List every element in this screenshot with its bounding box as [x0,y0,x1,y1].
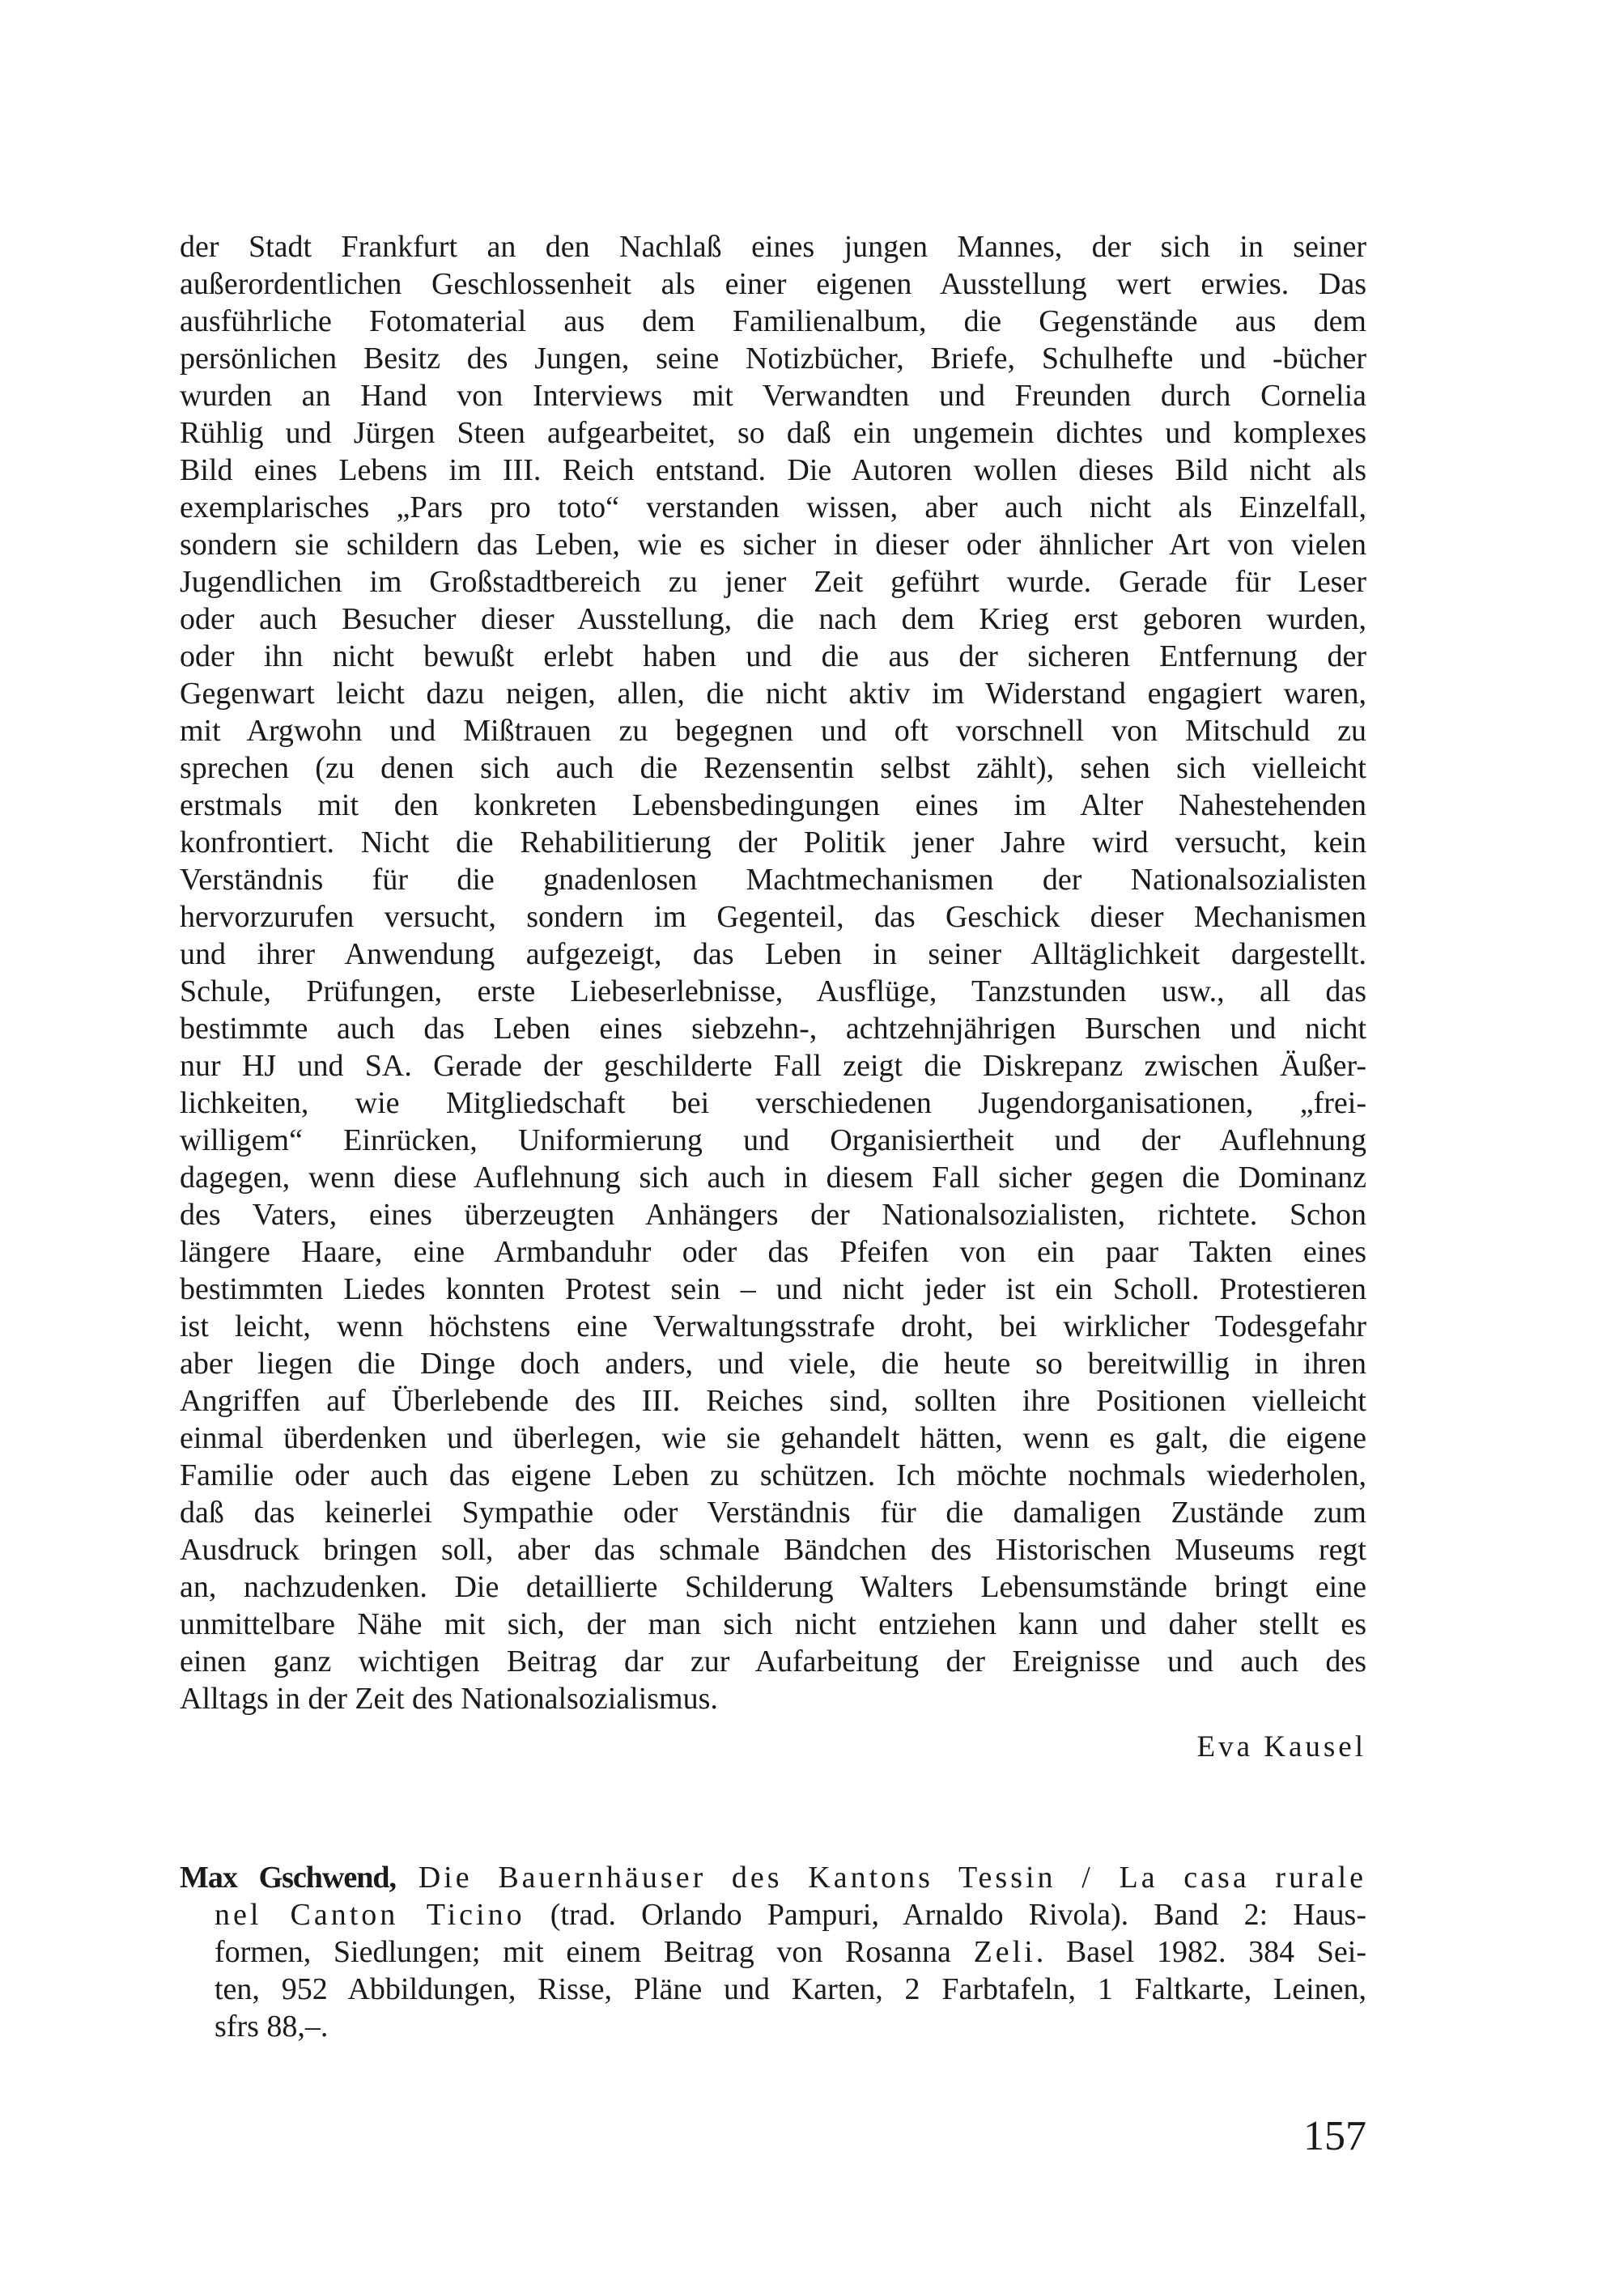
bibliography-line [180,1896,1366,1933]
text-line: bestimmte auch das Leben eines siebzehn-, achtzehnjährigen Burschen und nicht [180,1012,1366,1046]
text-line: außerordentlichen Geschlossenheit als einer eigenen Ausstellung wert erwies. Das [180,267,1366,301]
bibliography-text: . Basel 1982. 384 Sei- [1035,1935,1366,1969]
text-line: des Vaters, eines überzeugten Anhängers der Nationalsozialisten, richtete. Schon [180,1198,1366,1232]
text-line: oder ihn nicht bewußt erlebt haben und die aus der sicheren Entfernung der [180,639,1366,673]
text-line: Rühlig und Jürgen Steen aufgearbeitet, so daß ein ungemein dichtes und komplexes [180,416,1366,450]
text-line: an, nachzudenken. Die detaillierte Schilderung Walters Lebensumstände bringt eine [180,1570,1366,1604]
text-line: ausführliche Fotomaterial aus dem Familienalbum, die Gegenstände aus dem [180,304,1366,338]
text-line: Schule, Prüfungen, erste Liebeserlebnisse, Ausflüge, Tanzstunden usw., all das [180,974,1366,1008]
text-line: exemplarisches „Pars pro toto“ verstanden wissen, aber auch nicht als Einzelfall, [180,490,1366,524]
text-line: konfrontiert. Nicht die Rehabilitierung der Politik jener Jahre wird versucht, kein [180,825,1366,859]
text-line: willigem“ Einrücken, Uniformierung und Organisiertheit und der Auflehnung [180,1123,1366,1157]
text-line: dagegen, wenn diese Auflehnung sich auch in diesem Fall sicher gegen die Dominanz [180,1161,1366,1195]
text-line: der Stadt Frankfurt an den Nachlaß eines jungen Mannes, der sich in seiner [180,230,1366,264]
text-line: längere Haare, eine Armbanduhr oder das Pfeifen von ein paar Takten eines [180,1235,1366,1269]
text-line: lichkeiten, wie Mitgliedschaft bei verschiedenen Jugendorganisationen, „frei- [180,1086,1366,1120]
book-title-continued: nel Canton Ticino [215,1898,525,1932]
text-line: Gegenwart leicht dazu neigen, allen, die nicht aktiv im Widerstand engagiert waren, [180,677,1366,711]
bibliography-line: sfrs 88,–. [215,2010,329,2043]
text-line: bestimmten Liedes konnten Protest sein – und nicht jeder ist ein Scholl. Protestieren [180,1272,1366,1306]
text-line: oder auch Besucher dieser Ausstellung, die nach dem Krieg erst geboren wurden, [180,602,1366,636]
text-line: Familie oder auch das eigene Leben zu schützen. Ich möchte nochmals wiederholen, [180,1458,1366,1492]
text-line: Ausdruck bringen soll, aber das schmale Bändchen des Historischen Museums regt [180,1533,1366,1567]
text-line: mit Argwohn und Mißtrauen zu begegnen und oft vorschnell von Mitschuld zu [180,714,1366,748]
bibliography-line: ten, 952 Abbildungen, Risse, Pläne und Karten, 2 Farbtafeln, 1 Faltkarte, Leinen, [215,1972,1366,2006]
text-line: persönlichen Besitz des Jungen, seine Notizbücher, Briefe, Schulhefte und -bücher [180,342,1366,376]
text-line: erstmals mit den konkreten Lebensbedingungen eines im Alter Nahestehenden [180,788,1366,822]
text-line: wurden an Hand von Interviews mit Verwandten und Freunden durch Cornelia [180,379,1366,413]
text-line: hervorzurufen versucht, sondern im Gegenteil, das Geschick dieser Mechanismen [180,900,1366,934]
text-line: aber liegen die Dinge doch anders, und viele, die heute so bereitwillig in ihren [180,1347,1366,1381]
text-line: daß das keinerlei Sympathie oder Verständnis für die damaligen Zustände zum [180,1496,1366,1530]
text-line: Alltags in der Zeit des Nationalsozialismus. [180,1682,718,1716]
text-line: einmal überdenken und überlegen, wie sie gehandelt hätten, wenn es galt, die eigene [180,1421,1366,1455]
text-line: Verständnis für die gnadenlosen Machtmechanismen der Nationalsozialisten [180,863,1366,897]
text-line: unmittelbare Nähe mit sich, der man sich nicht entziehen kann und daher stellt es [180,1607,1366,1641]
bibliography-text: formen, Siedlungen; mit einem Beitrag von Rosanna [215,1935,951,1969]
review-body [180,228,1366,1717]
bibliography-line [180,1933,1366,1971]
bibliography-line [180,1859,1366,1896]
bibliography-entry [180,1859,1366,2045]
text-line: und ihrer Anwendung aufgezeigt, das Leben in seiner Alltäglichkeit dargestellt. [180,937,1366,971]
contributor-name: Zeli [973,1935,1036,1969]
book-author: Max Gschwend, [180,1861,397,1895]
text-line: Jugendlichen im Großstadtbereich zu jener Zeit geführt wurde. Gerade für Leser [180,565,1366,599]
text-line: nur HJ und SA. Gerade der geschilderte Fall zeigt die Diskrepanz zwischen Äußer- [180,1049,1366,1083]
reviewer-signature: Eva Kausel [1196,1730,1366,1763]
text-line: sondern sie schildern das Leben, wie es sicher in dieser oder ähnlicher Art von vielen [180,528,1366,562]
text-line: Bild eines Lebens im III. Reich entstand. Die Autoren wollen dieses Bild nicht als [180,453,1366,487]
text-line: sprechen (zu denen sich auch die Rezensentin selbst zählt), sehen sich vielleicht [180,751,1366,785]
text-line: ist leicht, wenn höchstens eine Verwaltungsstrafe droht, bei wirklicher Todesgefahr [180,1309,1366,1343]
page-number: 157 [1303,2113,1366,2159]
text-line: einen ganz wichtigen Beitrag dar zur Aufarbeitung der Ereignisse und auch des [180,1645,1366,1678]
text-line: Angriffen auf Überlebende des III. Reiches sind, sollten ihre Positionen vielleicht [180,1384,1366,1418]
book-title: Die Bauernhäuser des Kantons Tessin / La casa rurale [418,1861,1366,1895]
bibliography-text: (trad. Orlando Pampuri, Arnaldo Rivola). Band 2: Haus- [550,1898,1366,1932]
